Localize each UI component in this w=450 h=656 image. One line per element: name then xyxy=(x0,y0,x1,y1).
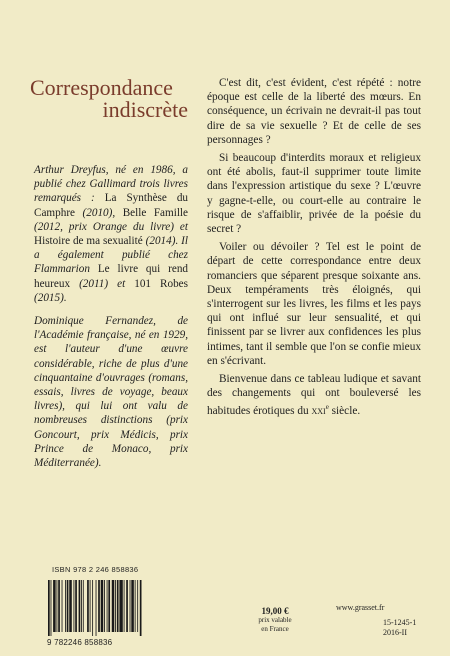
bio-run: et xyxy=(179,220,188,233)
code-line-2: 2016-II xyxy=(383,628,407,637)
barcode-bar xyxy=(126,580,128,632)
barcode-bar xyxy=(79,580,81,632)
barcode-bar xyxy=(62,580,63,632)
blurb xyxy=(207,76,421,419)
barcode-bar xyxy=(131,580,134,632)
blurb-paragraph-3: Voiler ou dévoiler ? Tel est le point de départ de cette correspondance entre deux romanciers que séparent presque soixante ans. Deux tempéraments très éloignés, qui s'interrogent sur les livres, les films et les pays qui ont influé sur leur sensualité, et qui finissent par se livrer aux confidences les plus intimes, tant il semble que l'on se confie mieux en s'écrivant. xyxy=(207,241,421,367)
barcode-bar xyxy=(48,580,50,636)
barcode-bar xyxy=(74,580,75,632)
barcode-bar xyxy=(140,580,142,636)
blurb-paragraph-1: C'est dit, c'est évident, c'est répété : notre époque est celle de la liberté des mœurs. En conséquence, un écrivain ne devrait-il pas tout dire de sa vie sexuelle ? Et de celle de ses personnages ? xyxy=(207,77,421,146)
barcode-bar xyxy=(117,580,119,632)
barcode-bar xyxy=(65,580,66,632)
bio-run: (2014). Il a également publié chez Flammarion xyxy=(34,235,188,276)
bio-run: (2015). xyxy=(34,291,67,304)
blurb-p4-end: siècle. xyxy=(328,405,361,418)
barcode-bar xyxy=(98,580,100,632)
title-line-1: Correspondance xyxy=(30,75,173,100)
barcode-bar xyxy=(92,580,93,636)
price-line-3: en France xyxy=(261,625,289,633)
bio-run: (2012, prix Orange du livre) xyxy=(34,220,180,233)
price-line-2: prix valable xyxy=(258,616,292,624)
barcode-image xyxy=(47,580,165,636)
barcode-bar xyxy=(53,580,56,632)
barcode-bar xyxy=(108,580,110,632)
bio-run: et xyxy=(117,277,135,290)
price-amount: 19,00 € xyxy=(261,606,289,616)
bio-fernandez xyxy=(34,314,188,470)
barcode-bar xyxy=(51,580,52,636)
barcode-bar xyxy=(101,580,104,632)
barcode-bar xyxy=(87,580,89,632)
barcode-bar xyxy=(115,580,116,632)
bio-run: (2010), xyxy=(82,206,123,219)
blurb-paragraph-2: Si beaucoup d'interdits moraux et religieux ont été abolis, faut-il supprimer toute limite dans l'expression artistique du sexe ? L'œuvre y gagne-t-elle, ou court-elle au contraire le risque de s'affaiblir, privée de la poésie du secret ? xyxy=(207,152,421,236)
barcode-bar xyxy=(69,580,72,632)
bio-run: La Synthèse du Camphre xyxy=(34,192,189,219)
bio-run: 101 Robes xyxy=(134,277,188,290)
code-line-1: 15-1245-1 xyxy=(383,618,417,627)
printing-codes xyxy=(383,618,416,638)
title-line-2: indiscrète xyxy=(102,97,188,122)
bio-run: Belle Famille xyxy=(122,206,188,219)
bio-run: Histoire de ma sexualité xyxy=(34,235,146,248)
blurb-p4-start: Bienvenue dans ce tableau ludique et savant des changements qui ont bouleversé les habitudes érotiques du xyxy=(207,373,421,418)
barcode-bar xyxy=(135,580,136,632)
barcode-bar xyxy=(130,580,131,632)
bio-run: Le livre qui rend heureux xyxy=(34,263,189,290)
barcode-bar xyxy=(124,580,125,632)
price-block xyxy=(245,607,305,634)
barcode-bar xyxy=(104,580,105,632)
barcode-digits: 9 782246 858836 xyxy=(47,638,113,647)
isbn-label: ISBN 978 2 246 858836 xyxy=(52,565,139,574)
barcode-bar xyxy=(112,580,115,632)
barcode-bar xyxy=(96,580,97,636)
barcode-bar xyxy=(81,580,82,632)
barcode-bar xyxy=(107,580,108,632)
blurb-paragraph-4 xyxy=(207,372,421,419)
publisher-url: www.grasset.fr xyxy=(336,603,385,612)
bio-dreyfus xyxy=(34,163,188,305)
barcode-bar xyxy=(67,580,69,632)
barcode-bar xyxy=(90,580,91,632)
barcode-bar xyxy=(119,580,122,632)
barcode-bar xyxy=(75,580,77,632)
barcode-bar xyxy=(58,580,60,632)
bio-run: Arthur Dreyfus, né en 1986, a publié chez Gallimard trois livres remarqués : xyxy=(34,164,188,205)
barcode-bars xyxy=(47,580,165,636)
book-title xyxy=(30,77,190,121)
barcode-bar xyxy=(83,580,84,632)
barcode-bar xyxy=(137,580,138,632)
bio-fernandez-text: Dominique Fernandez, de l'Académie française, né en 1929, est l'auteur d'une œuvre considérable, riche de plus d'une cinquantaine d'ouvrages (romans, essais, livres de voyage, beaux livres), qui lui ont valu de nombreuses distinctions (prix Goncourt, prix Médicis, prix Prince de Monaco, prix Méditerranée). xyxy=(34,315,188,470)
blurb-century: XXI xyxy=(311,407,326,417)
barcode-bar xyxy=(57,580,58,632)
bio-run: (2011) xyxy=(79,277,118,290)
authors-bio xyxy=(34,163,188,470)
blurb-century-sup: e xyxy=(325,403,329,412)
